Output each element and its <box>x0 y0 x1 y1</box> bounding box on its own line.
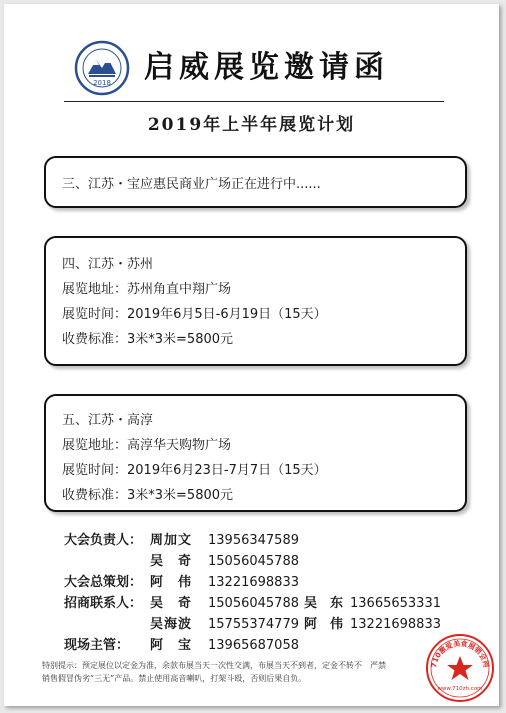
exhibition-box-baoying <box>44 156 467 208</box>
exhibition-fee: 收费标准：3米*3米=5800元 <box>62 332 234 347</box>
exhibition-time: 展览时间：2019年6月5日-6月19日（15天） <box>62 307 327 322</box>
contact-phone: 13956347589 <box>208 533 299 548</box>
seal-url: www.710zh.com <box>437 686 483 692</box>
contact-role: 大会负责人： <box>64 533 143 548</box>
contact-role: 招商联系人： <box>64 596 143 611</box>
invitation-page <box>4 4 499 706</box>
contact-name-secondary: 阿 伟 <box>304 617 344 632</box>
contact-phone: 15056045788 <box>208 554 299 569</box>
exhibition-box-suzhou <box>44 236 467 366</box>
contact-name: 吴 奇 <box>150 596 193 611</box>
contact-name: 阿 伟 <box>150 575 193 590</box>
exhibition-fee: 收费标准：3米*3米=5800元 <box>62 488 234 503</box>
contact-row <box>64 635 484 656</box>
title-divider <box>64 101 444 102</box>
exhibition-heading: 四、江苏・苏州 <box>62 257 154 272</box>
page-title: 启威展览邀请函 <box>144 50 389 85</box>
watermark-seal <box>424 632 496 704</box>
contact-list <box>64 530 484 656</box>
contact-name: 阿 宝 <box>150 638 193 653</box>
contact-phone-secondary: 13665653331 <box>350 596 441 611</box>
notice-line: 特别提示：预定展位以定金为准，余款布展当天一次性交满，布展当天不到者，定金不转不 严禁 <box>42 661 386 670</box>
exhibition-heading: 五、江苏・高淳 <box>62 413 154 428</box>
contact-role: 大会总策划： <box>64 575 143 590</box>
contact-name-secondary: 吴 东 <box>304 596 344 611</box>
contact-row <box>64 614 484 635</box>
contact-role <box>64 614 150 635</box>
contact-row <box>64 572 484 593</box>
contact-phone: 13965687058 <box>208 638 299 653</box>
contact-role <box>64 551 150 572</box>
contact-row <box>64 593 484 614</box>
special-notice <box>42 659 462 685</box>
contact-row <box>64 530 484 551</box>
contact-phone-secondary: 13221698833 <box>350 617 441 632</box>
organizer-logo <box>74 40 130 96</box>
exhibition-address: 展览地址：苏州角直中翔广场 <box>62 282 232 297</box>
exhibition-box-gaochun <box>44 394 467 512</box>
contact-row <box>64 551 484 572</box>
exhibition-address: 展览地址：高淳华天购物广场 <box>62 438 232 453</box>
contact-name: 吴海波 <box>150 617 193 632</box>
exhibition-time: 展览时间：2019年6月23日-7月7日（15天） <box>62 463 327 478</box>
notice-line: 销售假冒伪劣“三无”产品。禁止使用高音喇叭，打架斗殴，否则后果自负。 <box>42 674 307 683</box>
logo-year: 2018 <box>93 79 111 87</box>
contact-phone: 15755374779 <box>208 617 299 632</box>
contact-phone: 13221698833 <box>208 575 299 590</box>
contact-role: 现场主管： <box>64 638 130 653</box>
exhibition-status-text: 三、江苏・宝应惠民商业广场正在进行中...... <box>62 176 321 192</box>
contact-phone: 15056045788 <box>208 596 299 611</box>
contact-name: 吴 奇 <box>150 554 193 569</box>
seal-text: 710激爱美食展销会网 <box>430 639 491 669</box>
page-subtitle: 2019年上半年展览计划 <box>147 115 356 135</box>
contact-name: 周加文 <box>150 533 193 548</box>
